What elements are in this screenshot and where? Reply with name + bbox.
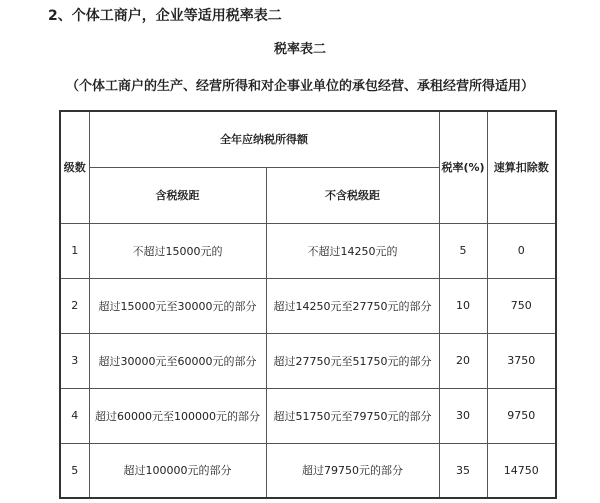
cell-rate: 20 <box>439 333 487 388</box>
header-tax-inclusive: 含税级距 <box>89 167 266 223</box>
section-heading: 2、个体工商户，企业等适用税率表二 <box>48 8 282 24</box>
cell-deduction: 3750 <box>487 333 556 388</box>
table-title: 税率表二 <box>273 42 326 57</box>
cell-tax-exclusive: 超过79750元的部分 <box>266 443 439 498</box>
cell-deduction: 750 <box>487 278 556 333</box>
header-level: 级数 <box>60 111 89 223</box>
header-rate: 税率(%) <box>439 111 487 223</box>
table-row <box>60 333 556 388</box>
cell-level: 5 <box>60 443 89 498</box>
cell-level: 1 <box>60 223 89 278</box>
cell-tax-inclusive: 不超过15000元的 <box>89 223 266 278</box>
cell-tax-exclusive: 超过14250元至27750元的部分 <box>266 278 439 333</box>
cell-tax-exclusive: 超过27750元至51750元的部分 <box>266 333 439 388</box>
cell-rate: 35 <box>439 443 487 498</box>
cell-deduction: 9750 <box>487 388 556 443</box>
cell-rate: 5 <box>439 223 487 278</box>
cell-deduction: 14750 <box>487 443 556 498</box>
cell-level: 2 <box>60 278 89 333</box>
table-header-row <box>60 111 556 167</box>
cell-rate: 30 <box>439 388 487 443</box>
table-row <box>60 443 556 498</box>
table-row <box>60 223 556 278</box>
cell-tax-inclusive: 超过60000元至100000元的部分 <box>89 388 266 443</box>
cell-rate: 10 <box>439 278 487 333</box>
table-row <box>60 388 556 443</box>
cell-tax-exclusive: 不超过14250元的 <box>266 223 439 278</box>
tax-rate-table <box>59 110 557 499</box>
cell-deduction: 0 <box>487 223 556 278</box>
header-quick-deduction: 速算扣除数 <box>487 111 556 223</box>
cell-tax-inclusive: 超过30000元至60000元的部分 <box>89 333 266 388</box>
table-row <box>60 278 556 333</box>
cell-level: 4 <box>60 388 89 443</box>
cell-level: 3 <box>60 333 89 388</box>
cell-tax-inclusive: 超过100000元的部分 <box>89 443 266 498</box>
header-tax-exclusive: 不含税级距 <box>266 167 439 223</box>
cell-tax-exclusive: 超过51750元至79750元的部分 <box>266 388 439 443</box>
cell-tax-inclusive: 超过15000元至30000元的部分 <box>89 278 266 333</box>
table-subtitle: （个体工商户的生产、经营所得和对企事业单位的承包经营、承租经营所得适用） <box>65 79 534 94</box>
header-annual-income: 全年应纳税所得额 <box>89 111 439 167</box>
